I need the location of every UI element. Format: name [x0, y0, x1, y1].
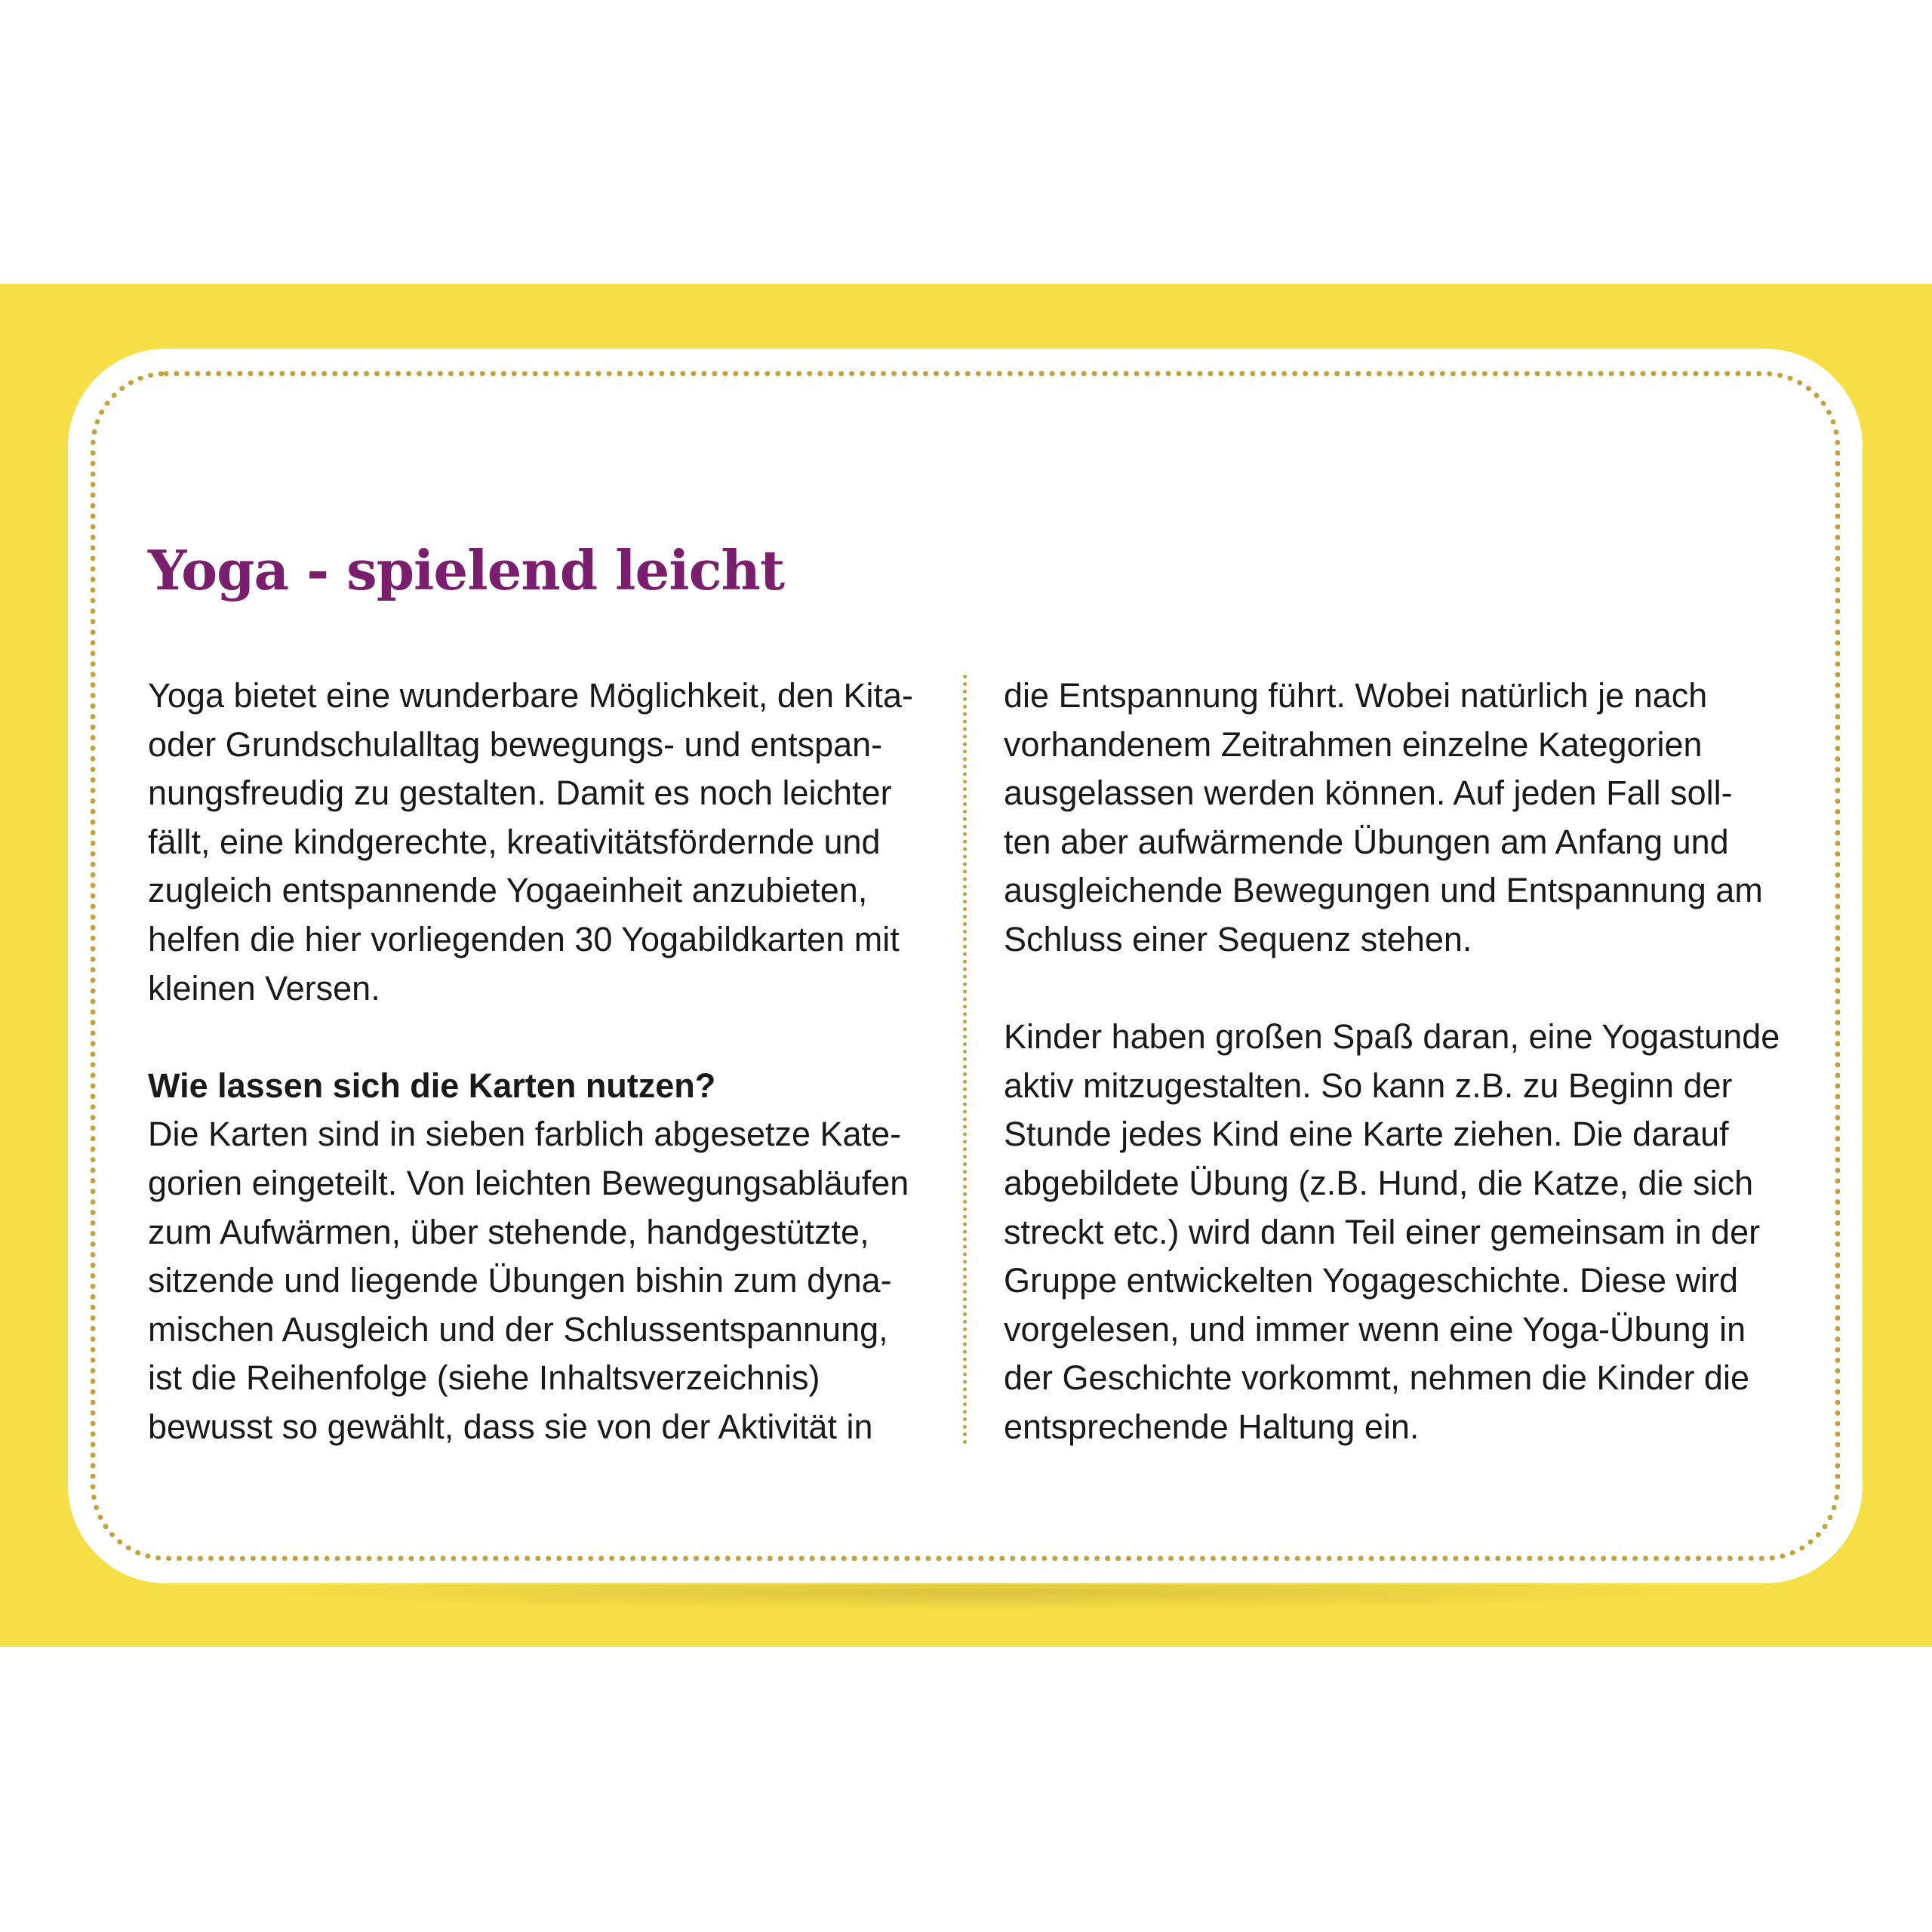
text-line: Schluss einer Sequenz stehen.: [1004, 919, 1472, 958]
text-line: Die Karten sind in sieben farblich abgesetze Kate-: [148, 1115, 902, 1154]
text-line: die Entspannung führt. Wobei natürlich je nach: [1004, 676, 1708, 715]
text-line: abgebildete Übung (z.B. Hund, die Katze, die sich: [1004, 1163, 1754, 1202]
text-line: streckt etc.) wird dann Teil einer gemeinsam in der: [1004, 1212, 1761, 1251]
text-line: nungsfreudig zu gestalten. Damit es noch leichter: [148, 774, 892, 813]
text-line: ist die Reihenfolge (siehe Inhaltsverzeichnis): [148, 1358, 820, 1398]
text-line: ausgleichende Bewegungen und Entspannung am: [1004, 871, 1763, 910]
text-line: aktiv mitzugestalten. So kann z.B. zu Beginn der: [1004, 1066, 1733, 1105]
left-text-column: [148, 672, 948, 1452]
text-line: entsprechende Haltung ein.: [1004, 1407, 1420, 1446]
text-line: zum Aufwärmen, über stehende, handgestützte,: [148, 1212, 869, 1251]
text-line: bewusst so gewählt, dass sie von der Aktivität in: [148, 1407, 873, 1446]
text-line: fällt, eine kindgerechte, kreativitätsfördernde und: [148, 822, 881, 861]
usage-paragraph: [148, 1110, 948, 1451]
column-divider: [963, 675, 967, 1444]
sequence-paragraph: [1004, 672, 1819, 964]
text-line: oder Grundschulalltag bewegungs- und entspan-: [148, 724, 883, 764]
section-subheading: Wie lassen sich die Karten nutzen?: [148, 1066, 716, 1105]
card-title: Yoga - spielend leicht: [148, 538, 785, 602]
text-line: kleinen Versen.: [148, 968, 380, 1008]
text-line: sitzende und liegende Übungen bishin zum dyna-: [148, 1261, 892, 1300]
text-line: gorien eingeteilt. Von leichten Bewegungsabläufen: [148, 1163, 909, 1202]
text-line: ten aber aufwärmende Übungen am Anfang und: [1004, 822, 1729, 861]
intro-paragraph: [148, 672, 948, 1013]
paragraph-gap: [148, 1013, 948, 1062]
text-line: Gruppe entwickelten Yogageschichte. Diese wird: [1004, 1261, 1739, 1300]
story-paragraph: [1004, 1013, 1819, 1451]
text-line: Kinder haben großen Spaß daran, eine Yogastunde: [1004, 1017, 1780, 1057]
paragraph-gap: [1004, 964, 1819, 1014]
text-line: vorhandenem Zeitrahmen einzelne Kategorien: [1004, 724, 1703, 764]
text-line: der Geschichte vorkommt, nehmen die Kinder die: [1004, 1358, 1749, 1398]
text-line: helfen die hier vorliegenden 30 Yogabildkarten mit: [148, 919, 900, 958]
info-card: [68, 349, 1863, 1583]
right-text-column: [1004, 672, 1819, 1452]
text-line: mischen Ausgleich und der Schlussentspannung,: [148, 1309, 888, 1349]
text-line: Stunde jedes Kind eine Karte ziehen. Die darauf: [1004, 1115, 1729, 1154]
text-line: ausgelassen werden können. Auf jeden Fall soll-: [1004, 774, 1733, 813]
text-line: zugleich entspannende Yogaeinheit anzubieten,: [148, 871, 868, 910]
text-line: Yoga bietet eine wunderbare Möglichkeit, den Kita-: [148, 676, 913, 715]
text-line: vorgelesen, und immer wenn eine Yoga-Übung in: [1004, 1309, 1746, 1349]
